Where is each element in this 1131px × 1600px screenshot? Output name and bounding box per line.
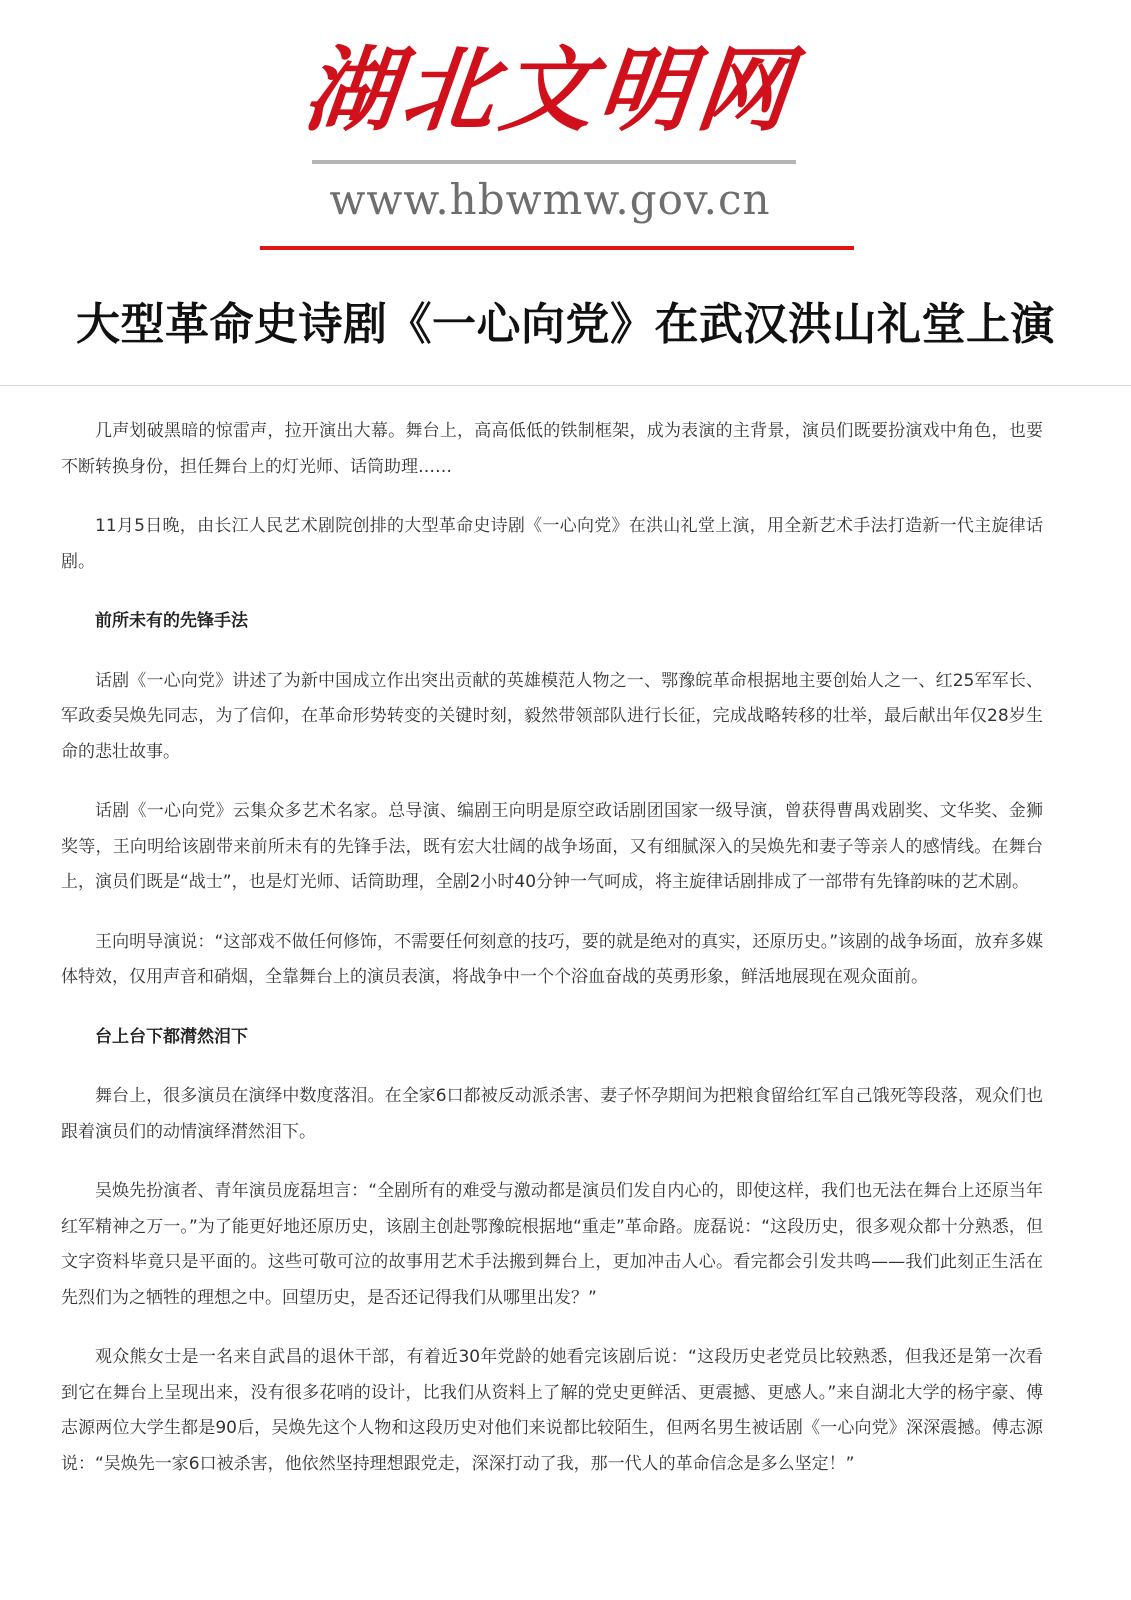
masthead-red-divider — [260, 246, 854, 250]
article-paragraph: 几声划破黑暗的惊雷声，拉开演出大幕。舞台上，高高低低的铁制框架，成为表演的主背景，演员们既要扮演戏中角色，也要不断转换身份，担任舞台上的灯光师、话筒助理…… — [61, 421, 1043, 477]
article-body — [61, 414, 1043, 1506]
article-paragraph: 王向明导演说：“这部戏不做任何修饰，不需要任何刻意的技巧，要的就是绝对的真实，还原历史。”该剧的战争场面，放弃多媒体特效，仅用声音和硝烟，全靠舞台上的演员表演，将战争中一个个浴血奋战的英勇形象，鲜活地展现在观众面前。 — [61, 931, 1043, 987]
section-heading: 台上台下都潸然泪下 — [95, 1026, 248, 1047]
article-headline: 大型革命史诗剧《一心向党》在武汉洪山礼堂上演 — [76, 299, 1055, 350]
section-heading: 前所未有的先锋手法 — [95, 611, 248, 631]
article-paragraph: 话剧《一心向党》云集众多艺术名家。总导演、编剧王向明是原空政话剧团国家一级导演，曾获得曹禺戏剧奖、文华奖、金狮奖等，王向明给该剧带来前所未有的先锋手法，既有宏大壮阔的战争场面，又有细腻深入的吴焕先和妻子等亲人的感情线。在舞台上，演员们既是“战士”，也是灯光师、话筒助理，全剧2小时40分钟一气呵成，将主旋律话剧排成了一部带有先锋韵味的艺术剧。 — [61, 801, 1043, 892]
site-masthead — [0, 0, 1131, 260]
site-url[interactable]: www.hbwmw.gov.cn — [329, 175, 771, 224]
site-logo[interactable]: 湖北文明网 — [299, 36, 801, 144]
article-paragraph: 舞台上，很多演员在演绎中数度落泪。在全家6口都被反动派杀害、妻子怀孕期间为把粮食留给红军自己饿死等段落，观众们也跟着演员们的动情演绎潸然泪下。 — [61, 1086, 1043, 1142]
article-paragraph: 11月5日晚，由长江人民艺术剧院创排的大型革命史诗剧《一心向党》在洪山礼堂上演，用全新艺术手法打造新一代主旋律话剧。 — [61, 516, 1043, 572]
logo-divider — [312, 160, 796, 164]
article-paragraph: 观众熊女士是一名来自武昌的退休干部，有着近30年党龄的她看完该剧后说：“这段历史老党员比较熟悉，但我还是第一次看到它在舞台上呈现出来，没有很多花哨的设计，比我们从资料上了解的党史更鲜活、更震撼、更感人。”来自湖北大学的杨宇豪、傅志源两位大学生都是90后，吴焕先这个人物和这段历史对他们来说都比较陌生，但两名男生被话剧《一心向党》深深震撼。傅志源说：“吴焕先一家6口被杀害，他依然坚持理想跟党走，深深打动了我，那一代人的革命信念是多么坚定！” — [61, 1347, 1043, 1474]
article-paragraph: 吴焕先扮演者、青年演员庞磊坦言：“全剧所有的难受与激动都是演员们发自内心的，即使这样，我们也无法在舞台上还原当年红军精神之万一。”为了能更好地还原历史，该剧主创赴鄂豫皖根据地“重走”革命路。庞磊说：“这段历史，很多观众都十分熟悉，但文字资料毕竟只是平面的。这些可敬可泣的故事用艺术手法搬到舞台上，更加冲击人心。看完都会引发共鸣——我们此刻正生活在先烈们为之牺牲的理想之中。回望历史，是否还记得我们从哪里出发？” — [61, 1181, 1043, 1308]
article-paragraph: 话剧《一心向党》讲述了为新中国成立作出突出贡献的英雄模范人物之一、鄂豫皖革命根据地主要创始人之一、红25军军长、军政委吴焕先同志，为了信仰，在革命形势转变的关键时刻，毅然带领部队进行长征，完成战略转移的壮举，最后献出年仅28岁生命的悲壮故事。 — [61, 670, 1043, 762]
headline-divider — [0, 385, 1131, 386]
